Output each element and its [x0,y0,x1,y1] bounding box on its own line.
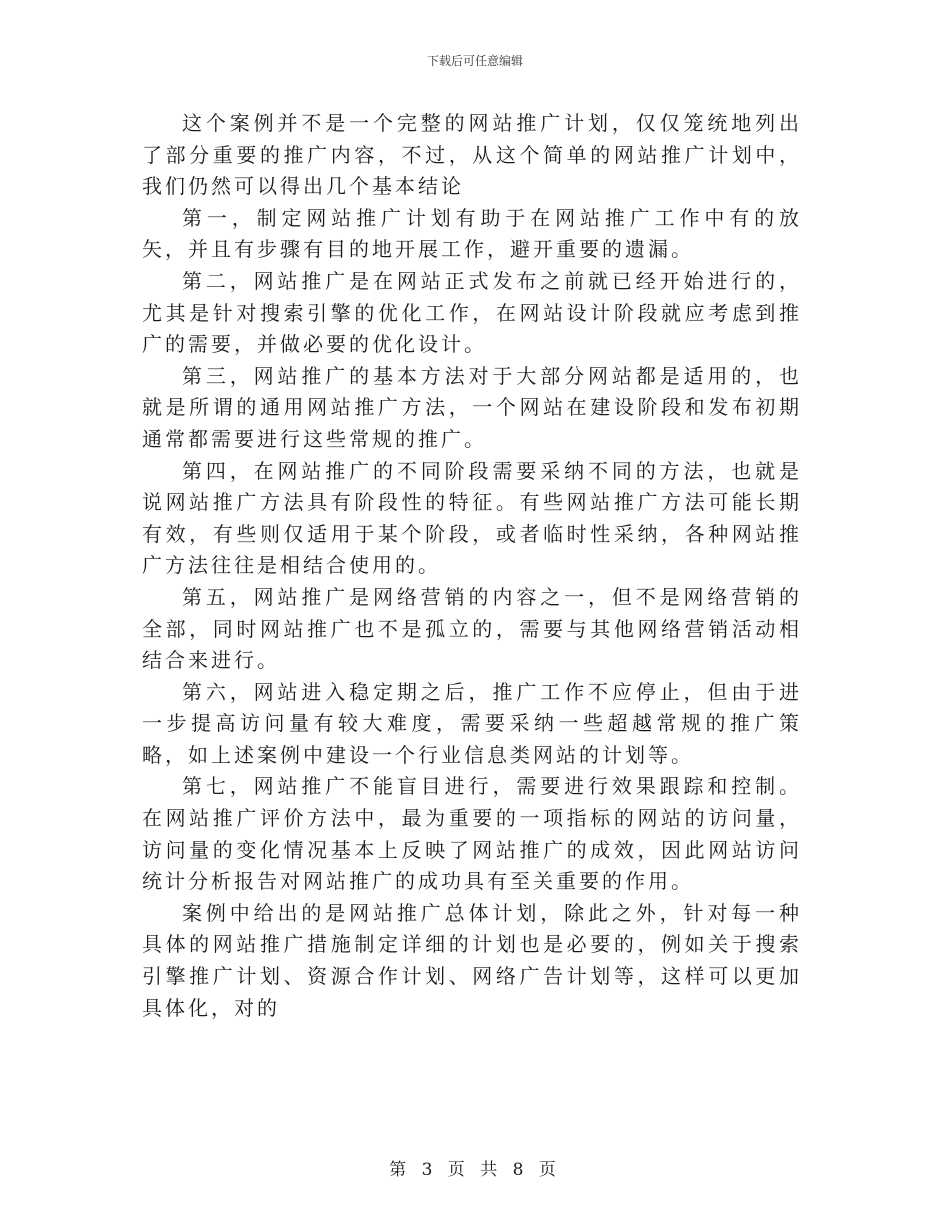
paragraph-closing: 案例中给出的是网站推广总体计划，除此之外，针对每一种具体的网站推广措施制定详细的计划也是必要的，例如关于搜索引擎推广计划、资源合作计划、网络广告计划等，这样可以更加具体化，对的 [142,900,802,1020]
paragraph-conclusion-1: 第一，制定网站推广计划有助于在网站推广工作中有的放矢，并且有步骤有目的地开展工作，避开重要的遗漏。 [142,205,802,262]
document-body [142,108,802,1024]
paragraph-conclusion-7: 第七，网站推广不能盲目进行，需要进行效果跟踪和控制。在网站推广评价方法中，最为重要的一项指标的网站的访问量，访问量的变化情况基本上反映了网站推广的成效，因此网站访问统计分析报告对网站推广的成功具有至关重要的作用。 [142,774,802,894]
paragraph-conclusion-6: 第六，网站进入稳定期之后，推广工作不应停止，但由于进一步提高访问量有较大难度，需要采纳一些超越常规的推广策略，如上述案例中建设一个行业信息类网站的计划等。 [142,679,802,767]
paragraph-conclusion-2: 第二，网站推广是在网站正式发布之前就已经开始进行的，尤其是针对搜索引擎的优化工作，在网站设计阶段就应考虑到推广的需要，并做必要的优化设计。 [142,268,802,357]
page-number: 第 3 页 共 8 页 [389,1160,561,1180]
paragraph-conclusion-5: 第五，网站推广是网络营销的内容之一，但不是网络营销的全部，同时网站推广也不是孤立的，需要与其他网络营销活动相结合来进行。 [142,584,802,673]
page-header-note: 下载后可任意编辑 [426,54,523,68]
paragraph-conclusion-3: 第三，网站推广的基本方法对于大部分网站都是适用的，也就是所谓的通用网站推广方法，一个网站在建设阶段和发布初期通常都需要进行这些常规的推广。 [142,363,802,451]
paragraph-intro: 这个案例并不是一个完整的网站推广计划，仅仅笼统地列出了部分重要的推广内容，不过，从这个简单的网站推广计划中，我们仍然可以得出几个基本结论 [142,111,802,199]
paragraph-conclusion-4: 第四，在网站推广的不同阶段需要采纳不同的方法，也就是说网站推广方法具有阶段性的特征。有些网站推广方法可能长期有效，有些则仅适用于某个阶段，或者临时性采纳，各种网站推广方法往往是相结合使用的。 [142,458,802,578]
